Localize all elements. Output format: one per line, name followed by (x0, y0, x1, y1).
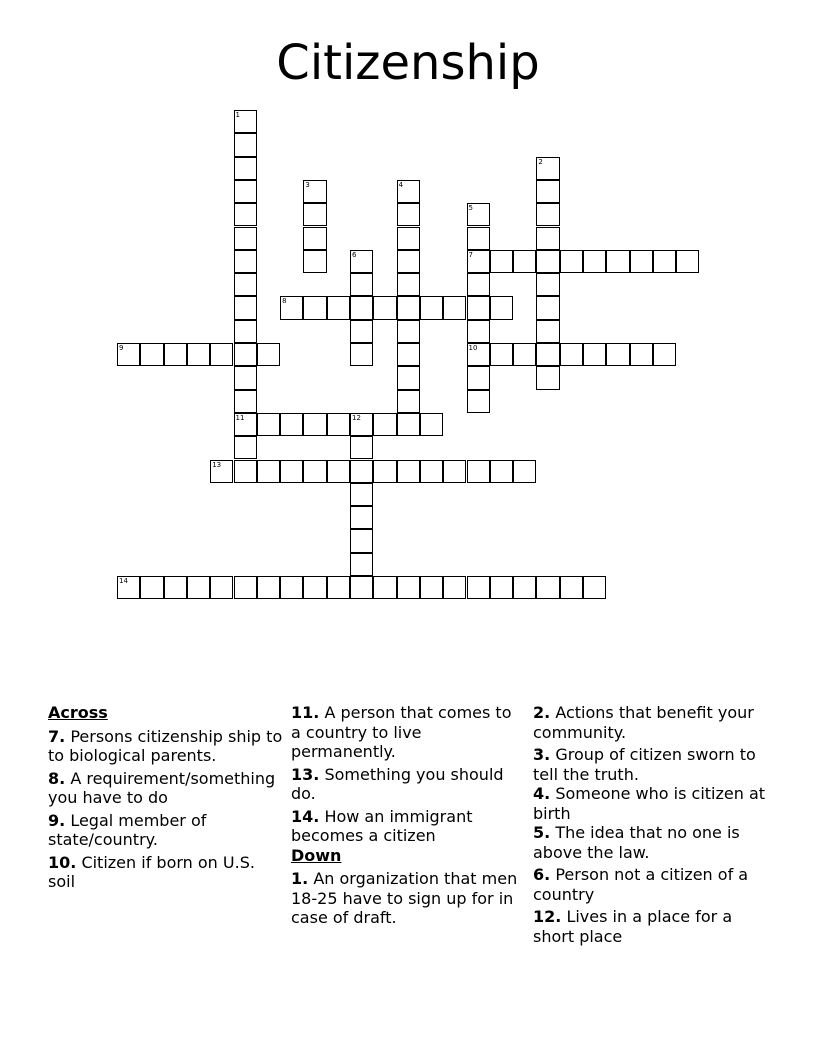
grid-cell[interactable] (210, 460, 233, 483)
grid-cell[interactable] (303, 227, 326, 250)
grid-cell[interactable] (443, 460, 466, 483)
grid-cell[interactable] (536, 203, 559, 226)
grid-cell[interactable] (536, 180, 559, 203)
grid-cell[interactable] (420, 460, 443, 483)
grid-cell[interactable] (397, 203, 420, 226)
grid-cell[interactable] (490, 576, 513, 599)
grid-cell[interactable] (420, 413, 443, 436)
grid-cell[interactable] (630, 250, 653, 273)
down-heading: Down (291, 845, 342, 865)
grid-cell[interactable] (257, 343, 280, 366)
grid-cell[interactable] (303, 576, 326, 599)
grid-cell[interactable] (280, 413, 303, 436)
grid-cell[interactable] (234, 110, 257, 133)
grid-cell[interactable] (467, 460, 490, 483)
grid-cell[interactable] (467, 273, 490, 296)
grid-cell[interactable] (513, 250, 536, 273)
grid-cell[interactable] (303, 180, 326, 203)
grid-cell[interactable] (606, 250, 629, 273)
across-clue-8: 8. A requirement/something you have to do (48, 768, 276, 807)
grid-cell[interactable] (467, 576, 490, 599)
grid-cell[interactable] (350, 273, 373, 296)
grid-cell[interactable] (140, 343, 163, 366)
grid-cell[interactable] (443, 296, 466, 319)
grid-cell[interactable] (350, 529, 373, 552)
grid-cell[interactable] (536, 366, 559, 389)
grid-cell[interactable] (513, 343, 536, 366)
grid-cell[interactable] (350, 436, 373, 459)
clue-column-1 (48, 703, 283, 895)
across-clue-13: 13. Something you should do. (291, 764, 504, 803)
grid-cell[interactable] (397, 273, 420, 296)
grid-cell[interactable] (257, 413, 280, 436)
grid-cell[interactable] (420, 296, 443, 319)
grid-cell[interactable] (560, 576, 583, 599)
clue-number: 11 (235, 413, 245, 422)
grid-cell[interactable] (234, 157, 257, 180)
down-clue-6: 6. Person not a citizen of a country (533, 865, 749, 904)
grid-cell[interactable] (280, 460, 303, 483)
grid-cell[interactable] (234, 273, 257, 296)
clue-number: 3 (305, 180, 310, 189)
across-clue-11: 11. A person that comes to a country to live permanently. (291, 703, 512, 761)
grid-cell[interactable] (257, 576, 280, 599)
grid-cell[interactable] (490, 343, 513, 366)
grid-cell[interactable] (327, 460, 350, 483)
grid-cell[interactable] (583, 250, 606, 273)
grid-cell[interactable] (536, 227, 559, 250)
grid-cell[interactable] (350, 413, 373, 436)
grid-cell[interactable] (560, 343, 583, 366)
clue-number: 2 (538, 157, 543, 166)
down-clue-2: 2. Actions that benefit your community. (533, 703, 754, 742)
grid-cell[interactable] (467, 250, 490, 273)
grid-cell[interactable] (234, 250, 257, 273)
grid-cell[interactable] (513, 576, 536, 599)
grid-cell[interactable] (397, 413, 420, 436)
clue-number: 14 (119, 577, 128, 585)
across-clue-14: 14. How an immigrant becomes a citizen (291, 806, 473, 845)
grid-cell[interactable] (234, 133, 257, 156)
grid-cell[interactable] (467, 296, 490, 319)
clue-column-3 (533, 703, 768, 949)
grid-cell[interactable] (303, 460, 326, 483)
grid-cell[interactable] (350, 553, 373, 576)
grid-cell[interactable] (350, 506, 373, 529)
grid-cell[interactable] (234, 320, 257, 343)
grid-cell[interactable] (234, 390, 257, 413)
across-heading: Across (48, 703, 108, 722)
clue-number: 9 (119, 344, 124, 352)
grid-cell[interactable] (676, 250, 699, 273)
grid-cell[interactable] (210, 343, 233, 366)
grid-cell[interactable] (373, 413, 396, 436)
down-clue-12: 12. Lives in a place for a short place (533, 907, 733, 946)
clue-number: 7 (468, 250, 473, 259)
grid-cell[interactable] (234, 576, 257, 599)
grid-cell[interactable] (397, 460, 420, 483)
clue-number: 6 (352, 250, 357, 259)
down-clue-4: 4. Someone who is citizen at birth (533, 784, 766, 823)
grid-cell[interactable] (210, 576, 233, 599)
down-clue-5: 5. The idea that no one is above the law. (533, 823, 740, 862)
grid-cell[interactable] (350, 343, 373, 366)
grid-cell[interactable] (117, 343, 140, 366)
grid-cell[interactable] (653, 250, 676, 273)
grid-cell[interactable] (187, 576, 210, 599)
grid-cell[interactable] (397, 576, 420, 599)
grid-cell[interactable] (560, 250, 583, 273)
grid-cell[interactable] (164, 576, 187, 599)
grid-cell[interactable] (327, 296, 350, 319)
grid-cell[interactable] (117, 576, 140, 599)
grid-cell[interactable] (303, 203, 326, 226)
grid-cell[interactable] (606, 343, 629, 366)
grid-cell[interactable] (420, 576, 443, 599)
grid-cell[interactable] (467, 203, 490, 226)
grid-cell[interactable] (234, 436, 257, 459)
grid-cell[interactable] (234, 227, 257, 250)
grid-cell[interactable] (257, 460, 280, 483)
grid-cell[interactable] (234, 366, 257, 389)
clue-number: 8 (282, 297, 287, 306)
grid-cell[interactable] (513, 460, 536, 483)
grid-cell[interactable] (397, 320, 420, 343)
grid-cell[interactable] (234, 460, 257, 483)
down-clue-1: 1. An organization that men 18-25 have to sign up for in case of draft. (291, 869, 518, 927)
grid-cell[interactable] (536, 273, 559, 296)
grid-cell[interactable] (234, 180, 257, 203)
across-clue-10: 10. Citizen if born on U.S. soil (48, 852, 255, 891)
clue-number: 10 (468, 344, 478, 352)
clue-number: 12 (352, 413, 361, 422)
clue-number: 13 (212, 460, 222, 469)
grid-cell[interactable] (373, 460, 396, 483)
grid-cell[interactable] (490, 460, 513, 483)
grid-cell[interactable] (373, 576, 396, 599)
down-clue-3: 3. Group of citizen sworn to tell the truth. (533, 745, 756, 784)
grid-cell[interactable] (350, 576, 373, 599)
grid-cell[interactable] (467, 227, 490, 250)
grid-cell[interactable] (373, 296, 396, 319)
grid-cell[interactable] (397, 390, 420, 413)
grid-cell[interactable] (536, 157, 559, 180)
grid-cell[interactable] (280, 296, 303, 319)
grid-cell[interactable] (234, 343, 257, 366)
grid-cell[interactable] (303, 413, 326, 436)
grid-cell[interactable] (583, 343, 606, 366)
grid-cell[interactable] (350, 320, 373, 343)
grid-cell[interactable] (350, 296, 373, 319)
grid-cell[interactable] (397, 227, 420, 250)
grid-cell[interactable] (234, 296, 257, 319)
grid-cell[interactable] (443, 576, 466, 599)
puzzle-title: Citizenship (276, 35, 540, 91)
grid-cell[interactable] (350, 250, 373, 273)
grid-cell[interactable] (350, 483, 373, 506)
grid-cell[interactable] (303, 296, 326, 319)
grid-cell[interactable] (187, 343, 210, 366)
grid-cell[interactable] (397, 296, 420, 319)
clue-number: 4 (398, 180, 404, 189)
grid-cell[interactable] (303, 250, 326, 273)
grid-cell[interactable] (490, 250, 513, 273)
clue-number: 5 (468, 204, 473, 213)
grid-cell[interactable] (280, 576, 303, 599)
grid-cell[interactable] (536, 250, 559, 273)
grid-cell[interactable] (350, 460, 373, 483)
grid-cell[interactable] (397, 250, 420, 273)
grid-cell[interactable] (467, 390, 490, 413)
grid-cell[interactable] (327, 413, 350, 436)
grid-cell[interactable] (327, 576, 350, 599)
grid-cell[interactable] (536, 320, 559, 343)
across-clue-7: 7. Persons citizenship ship to to biological parents. (48, 726, 283, 765)
grid-cell[interactable] (536, 296, 559, 319)
grid-cell[interactable] (467, 343, 490, 366)
grid-cell[interactable] (490, 296, 513, 319)
grid-cell[interactable] (234, 203, 257, 226)
grid-cell[interactable] (467, 320, 490, 343)
across-clue-9: 9. Legal member of state/country. (48, 810, 207, 849)
grid-cell[interactable] (630, 343, 653, 366)
grid-cell[interactable] (234, 413, 257, 436)
grid-cell[interactable] (467, 366, 490, 389)
grid-cell[interactable] (164, 343, 187, 366)
grid-cell[interactable] (583, 576, 606, 599)
clue-column-2 (291, 703, 526, 931)
grid-cell[interactable] (536, 343, 559, 366)
grid-cell[interactable] (140, 576, 163, 599)
grid-cell[interactable] (536, 576, 559, 599)
clue-number: 1 (235, 111, 240, 119)
grid-cell[interactable] (397, 180, 420, 203)
grid-cell[interactable] (397, 343, 420, 366)
grid-cell[interactable] (397, 366, 420, 389)
grid-cell[interactable] (653, 343, 676, 366)
